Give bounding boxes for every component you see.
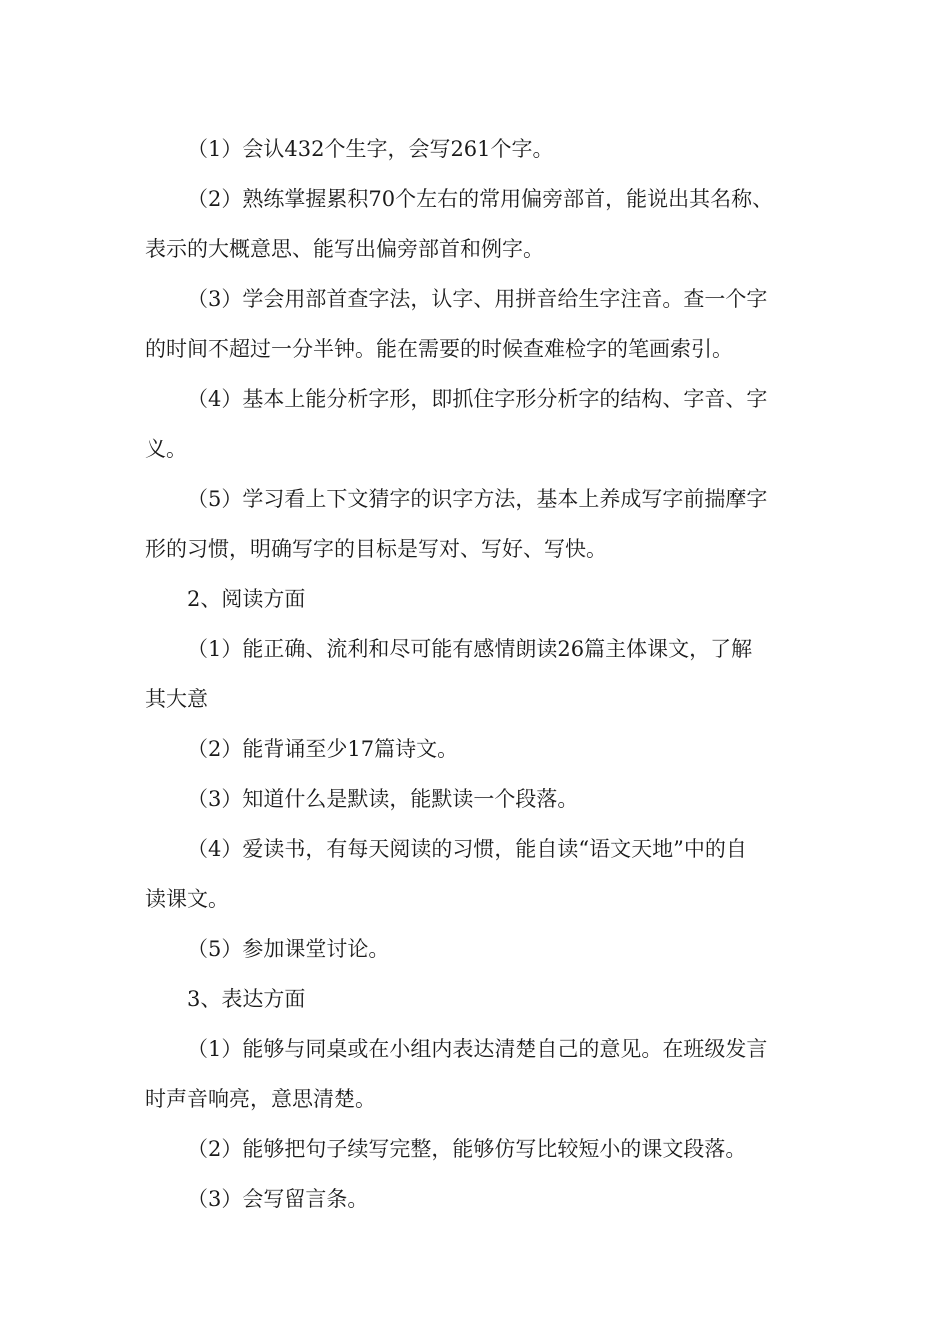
- text-line: （3）知道什么是默读，能默读一个段落。: [187, 787, 579, 811]
- text-line: 形的习惯，明确写字的目标是写对、写好、写快。: [145, 537, 607, 561]
- document-body: [145, 124, 825, 1224]
- text-line: 义。: [145, 437, 187, 461]
- text-line: 表示的大概意思、能写出偏旁部首和例字。: [145, 237, 544, 261]
- text-line: （1）能正确、流利和尽可能有感情朗读26篇主体课文，了解: [187, 637, 753, 661]
- text-line: （2）能够把句子续写完整，能够仿写比较短小的课文段落。: [187, 1137, 747, 1161]
- text-line: （5）学习看上下文猜字的识字方法，基本上养成写字前揣摩字: [187, 487, 768, 511]
- text-line: （3）学会用部首查字法，认字、用拼音给生字注音。查一个字: [187, 287, 768, 311]
- text-line: （2）熟练掌握累积70个左右的常用偏旁部首，能说出其名称、: [187, 187, 774, 211]
- text-line: 的时间不超过一分半钟。能在需要的时候查难检字的笔画索引。: [145, 337, 733, 361]
- text-line: （4）基本上能分析字形，即抓住字形分析字的结构、字音、字: [187, 387, 768, 411]
- text-line: （3）会写留言条。: [187, 1187, 369, 1211]
- text-line: （1）会认432个生字，会写261个字。: [187, 137, 554, 161]
- text-line: （5）参加课堂讨论。: [187, 937, 390, 961]
- text-line: 其大意: [145, 687, 208, 711]
- section-heading: 3、表达方面: [187, 987, 306, 1011]
- text-line: （2）能背诵至少17篇诗文。: [187, 737, 459, 761]
- text-line: （4）爱读书，有每天阅读的习惯，能自读“语文天地”中的自: [187, 837, 747, 861]
- text-line: 时声音响亮，意思清楚。: [145, 1087, 376, 1111]
- text-line: 读课文。: [145, 887, 229, 911]
- section-heading: 2、阅读方面: [187, 587, 306, 611]
- text-line: （1）能够与同桌或在小组内表达清楚自己的意见。在班级发言: [187, 1037, 768, 1061]
